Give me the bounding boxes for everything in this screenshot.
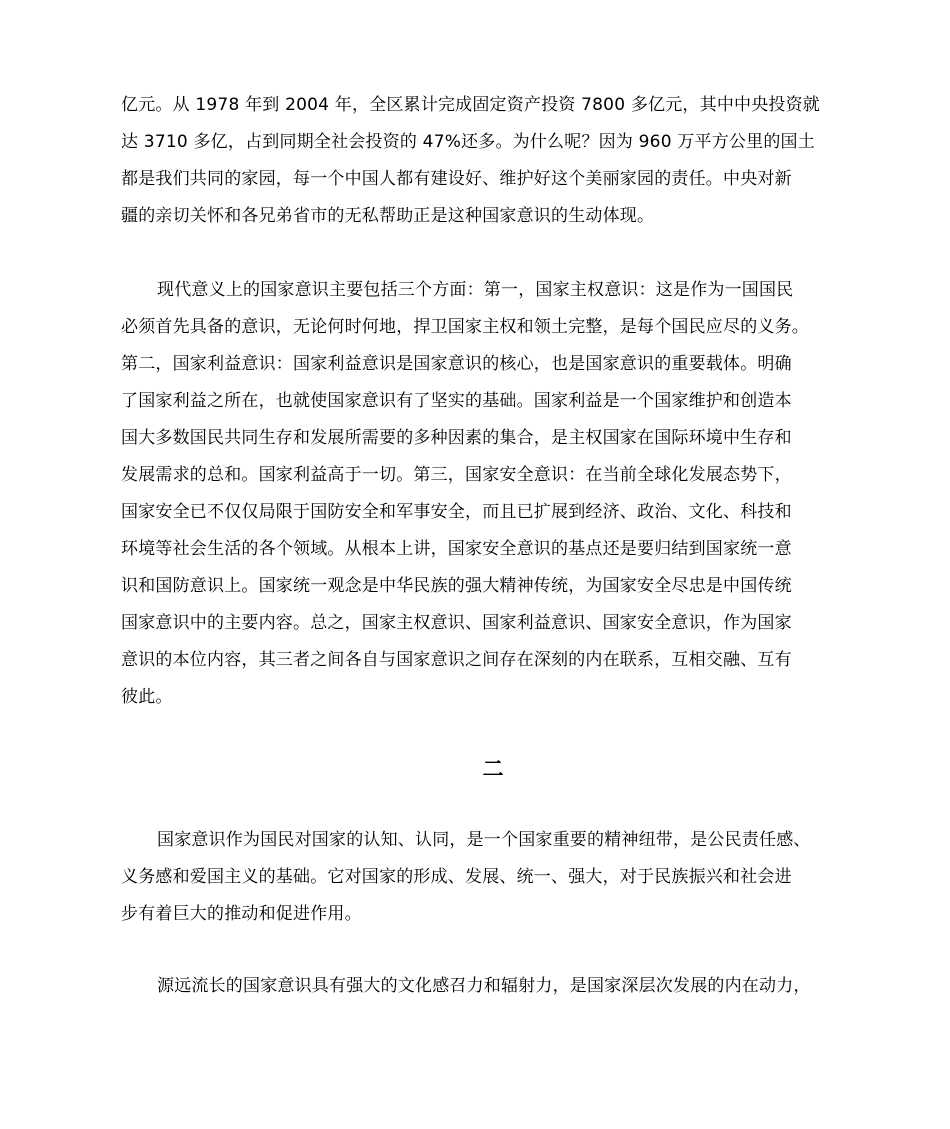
text-line: 国大多数国民共同生存和发展所需要的多种因素的集合，是主权国家在国际环境中生存和 (121, 428, 792, 448)
text-line: 源远流长的国家意识具有强大的文化感召力和辐射力，是国家深层次发展的内在动力， (157, 976, 811, 996)
text-line: 现代意义上的国家意识主要包括三个方面：第一，国家主权意识：这是作为一国国民 (157, 280, 794, 300)
text-line: 都是我们共同的家园，每一个中国人都有建设好、维护好这个美丽家园的责任。中央对新 (121, 169, 792, 189)
text-line: 国家意识中的主要内容。总之，国家主权意识、国家利益意识、国家安全意识，作为国家 (121, 613, 792, 633)
text-line: 彼此。 (121, 687, 173, 707)
text-line: 识和国防意识上。国家统一观念是中华民族的强大精神传统，为国家安全尽忠是中国传统 (121, 576, 792, 596)
text-line: 环境等社会生活的各个领域。从根本上讲，国家安全意识的基点还是要归结到国家统一意 (121, 539, 792, 559)
text-line: 国家意识作为国民对国家的认知、认同，是一个国家重要的精神纽带，是公民责任感、 (157, 830, 811, 850)
text-line: 意识的本位内容，其三者之间各自与国家意识之间存在深刻的内在联系，互相交融、互有 (121, 650, 792, 670)
text-line: 疆的亲切关怀和各兄弟省市的无私帮助正是这种国家意识的生动体现。 (121, 206, 655, 226)
text-line: 国家安全已不仅仅局限于国防安全和军事安全，而且已扩展到经济、政治、文化、科技和 (121, 502, 792, 522)
text-line: 发展需求的总和。国家利益高于一切。第三，国家安全意识：在当前全球化发展态势下， (121, 465, 792, 485)
text-line: 义务感和爱国主义的基础。它对国家的形成、发展、统一、强大，对于民族振兴和社会进 (121, 867, 792, 887)
text-line: 亿元。从 1978 年到 2004 年，全区累计完成固定资产投资 7800 多亿元，其中中央投资就 (121, 95, 821, 115)
text-line: 步有着巨大的推动和促进作用。 (121, 904, 362, 924)
text-line: 达 3710 多亿，占到同期全社会投资的 47%还多。为什么呢？因为 960 万平方公里的国土 (121, 132, 815, 152)
text-line: 必须首先具备的意识，无论何时何地，捍卫国家主权和领土完整，是每个国民应尽的义务。 (121, 317, 809, 337)
text-line: 第二，国家利益意识：国家利益意识是国家意识的核心，也是国家意识的重要载体。明确 (121, 354, 792, 374)
text-line: 了国家利益之所在，也就使国家意识有了坚实的基础。国家利益是一个国家维护和创造本 (121, 391, 792, 411)
section-heading: 二 (482, 757, 504, 781)
